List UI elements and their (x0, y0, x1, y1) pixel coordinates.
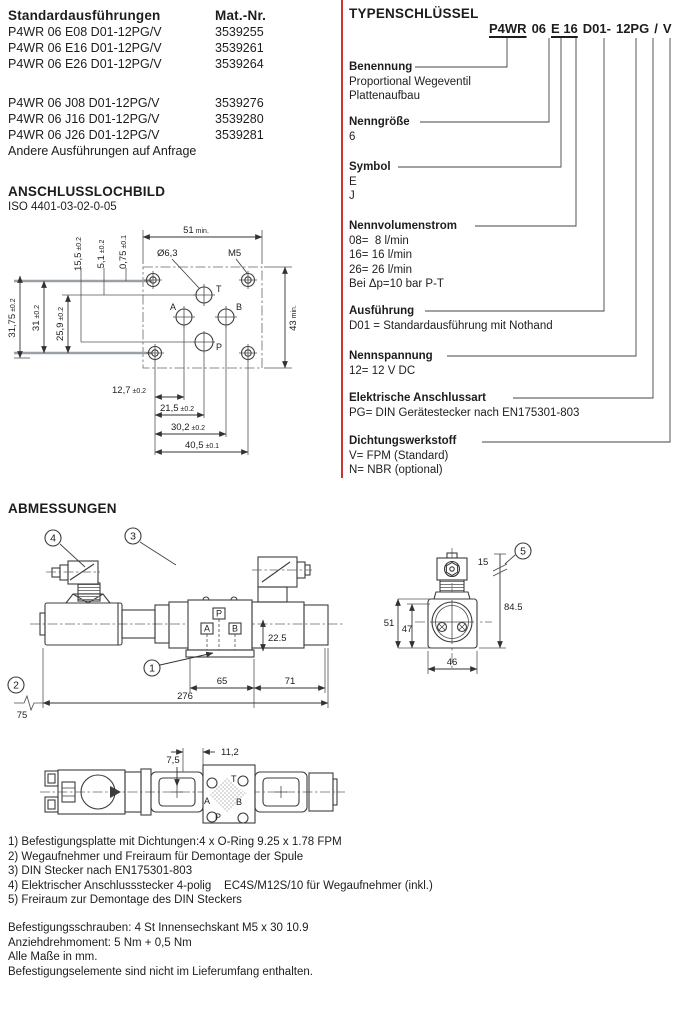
port-label-p: P (216, 342, 223, 352)
dim-075-label: 0,75±0.1 (118, 234, 129, 270)
dim-43-min (264, 267, 299, 368)
top-view (40, 747, 345, 823)
side-view-dims (14, 620, 328, 721)
manual-override-knob (304, 605, 328, 645)
callout-3-number: 3 (130, 530, 136, 543)
typecode-entry-nennvolumenstrom (349, 219, 694, 292)
callout-4-number: 4 (50, 532, 56, 545)
mat-nr: 3539281 (215, 128, 264, 142)
port-label-t: T (216, 284, 222, 294)
entry-label: Dichtungswerkstoff (349, 435, 457, 447)
entry-line: Proportional Wegeventil (349, 75, 471, 88)
mat-nr: 3539276 (215, 96, 264, 110)
code-segment-size: 06 (531, 21, 547, 36)
typecode-entry-symbol (349, 160, 694, 204)
holes-title: ANSCHLUSSLOCHBILD (8, 184, 166, 199)
callout-5-number: 5 (520, 545, 526, 558)
entry-label: Benennung (349, 61, 413, 73)
dim-112-label: 11,2 (221, 747, 239, 758)
units-note: Alle Maße in mm. (8, 951, 98, 963)
footnote-3: 3) DIN Stecker nach EN175301-803 (8, 865, 193, 877)
dim-225-label: 22.5 (268, 633, 287, 644)
side-view (8, 528, 345, 721)
mat-nr: 3539280 (215, 112, 264, 126)
left-vertical-dims (7, 276, 104, 358)
typecode-entry-ausfuehrung (349, 304, 694, 333)
side-port-a: A (203, 623, 211, 634)
port-label-b: B (236, 302, 243, 312)
dim-51-end-label: 51 (383, 618, 395, 629)
footnote-5: 5) Freiraum zur Demontage des DIN Steckers (8, 894, 242, 906)
dim-259-label: 25,9±0.2 (55, 306, 66, 342)
standard-versions-title: Standardausführungen (8, 8, 161, 23)
entry-label: Nennspannung (349, 350, 433, 362)
standard-versions-table (8, 8, 340, 168)
entry-line: D01 = Standardausführung mit Nothand (349, 319, 553, 332)
entry-line: 26= 26 l/min (349, 263, 412, 276)
dim-215-label: 21,5 ±0.2 (160, 403, 195, 414)
dim-845-label: 84.5 (504, 602, 523, 613)
torque-note: Anziehdrehmoment: 5 Nm + 0,5 Nm (8, 936, 192, 949)
mat-nr: 3539261 (215, 41, 264, 55)
top-port-p: P (215, 812, 222, 822)
mounting-hole-pattern-drawing (0, 218, 345, 470)
code-segment-slash: / (654, 21, 658, 36)
dim-75b-label: 7,5 (166, 755, 180, 766)
entry-line: 08= 8 l/min (349, 234, 409, 247)
dim-31-label: 31±0.2 (31, 304, 42, 332)
dim-51b-label: 5,1±0.2 (96, 239, 107, 269)
din-connector-right (258, 557, 310, 602)
entry-line: N= NBR (optional) (349, 464, 443, 476)
entry-line: 12= 12 V DC (349, 364, 416, 377)
callout-4 (45, 530, 85, 567)
holes-iso-standard: ISO 4401-03-02-0-05 (8, 201, 117, 213)
valve-body (186, 597, 254, 657)
code-segment-seal: V (662, 21, 672, 36)
top-port-b: B (236, 797, 243, 807)
entry-line: 16= 16 l/min (349, 249, 412, 261)
hole-callouts (157, 248, 247, 288)
dim-47-label: 47 (401, 624, 413, 635)
entry-label: Symbol (349, 161, 391, 173)
bolt-holes (144, 271, 257, 362)
typecode-entry-dichtungswerkstoff (349, 434, 694, 478)
typecode-entry-benennung (349, 60, 694, 104)
footnote-4: 4) Elektrischer Anschlussstecker 4-polig EC4S/M12S/10 für Wegaufnehmer (inkl.) (8, 879, 433, 892)
side-port-p: P (215, 608, 223, 619)
dim-71-label: 71 (284, 676, 296, 687)
callout-2 (8, 677, 24, 693)
port-label-a: A (170, 302, 177, 312)
side-port-b: B (231, 623, 239, 634)
entry-line: E (349, 175, 357, 188)
dim-3175-label: 31,75±0.2 (7, 298, 18, 338)
type-code: P4WR 06 J16 D01-12PG/V (8, 112, 160, 126)
bottom-horizontal-dims (112, 326, 248, 455)
typecode-entry-nennspannung (349, 349, 694, 378)
dim-155-label: 15,5±0.2 (73, 236, 84, 272)
top-valve-body (203, 765, 255, 823)
top-port-a: A (204, 796, 211, 806)
dim-m5-label: M5 (228, 248, 242, 259)
dim-dia63-label: Ø6,3 (157, 248, 178, 259)
entry-label: Nenngröße (349, 116, 410, 128)
scope-of-delivery-note: Befestigungselemente sind nicht im Lieferumfang enthalten. (8, 965, 313, 978)
callout-1-number: 1 (149, 662, 155, 675)
dim-127-label: 12,7 ±0.2 (112, 385, 147, 396)
entry-label: Nennvolumenstrom (349, 220, 457, 232)
dim-46-label: 46 (446, 657, 458, 668)
callout-2-number: 2 (13, 679, 19, 692)
typecode-entry-nenngroesse (349, 115, 694, 144)
port-holes (170, 284, 242, 353)
end-view (384, 543, 531, 674)
type-code: P4WR 06 J08 D01-12PG/V (8, 96, 160, 110)
code-segment-voltage-conn: 12PG (615, 21, 650, 36)
entry-line: V= FPM (Standard) (349, 449, 449, 462)
type-code: P4WR 06 E26 D01-12PG/V (8, 57, 162, 71)
dim-75-label: 75 (16, 710, 28, 721)
mat-nr: 3539255 (215, 25, 264, 39)
dim-51-label: 51 min. (183, 225, 209, 236)
callout-3 (125, 528, 176, 565)
top-port-t: T (231, 774, 237, 784)
dim-43-label: 43min. (288, 305, 299, 331)
top-view-transducer (58, 770, 125, 814)
valve-dimension-drawings (0, 520, 700, 832)
transducer-housing (40, 594, 122, 645)
code-segment-version: D01- (582, 21, 611, 36)
mat-nr: 3539264 (215, 57, 264, 71)
footnote-2: 2) Wegaufnehmer und Freiraum für Demontage der Spule (8, 850, 304, 863)
code-segment-series: P4WR (489, 21, 527, 36)
mat-nr-header: Mat.-Nr. (215, 8, 267, 23)
top-right-coil (255, 772, 307, 812)
entry-line: Plattenaufbau (349, 90, 420, 102)
entry-label: Ausführung (349, 305, 415, 317)
entry-label: Elektrische Anschlussart (349, 392, 486, 404)
typecode-entry-anschlussart (349, 391, 694, 420)
entry-line: Bei Δp=10 bar P-T (349, 278, 444, 290)
callout-5 (505, 543, 531, 564)
dim-302-label: 30,2 ±0.2 (171, 422, 206, 433)
dim-405-label: 40,5 ±0.1 (185, 440, 220, 451)
type-code: P4WR 06 J26 D01-12PG/V (8, 128, 160, 142)
typecode-title: TYPENSCHLÜSSEL (349, 6, 479, 21)
type-code: P4WR 06 E08 D01-12PG/V (8, 25, 162, 39)
entry-line: J (349, 190, 355, 202)
end-view-connector (434, 553, 470, 599)
entry-line: 6 (349, 130, 356, 143)
footnote-1: 1) Befestigungsplatte mit Dichtungen:4 x O-Ring 9.25 x 1.78 FPM (8, 836, 342, 848)
dim-15-label: 15 (477, 557, 489, 568)
note-text: Andere Ausführungen auf Anfrage (8, 144, 197, 158)
entry-line: PG= DIN Gerätestecker nach EN175301-803 (349, 406, 580, 419)
code-segment-symbol-flow: E 16 (551, 21, 578, 36)
mounting-screws-note: Befestigungsschrauben: 4 St Innensechskant M5 x 30 10.9 (8, 922, 309, 934)
dim-65-label: 65 (216, 676, 228, 687)
dimensions-title: ABMESSUNGEN (8, 501, 117, 516)
end-view-body (428, 599, 477, 648)
dim-276-label: 276 (177, 691, 193, 702)
type-code: P4WR 06 E16 D01-12PG/V (8, 41, 162, 55)
top-view-sensor-pins (45, 771, 58, 812)
